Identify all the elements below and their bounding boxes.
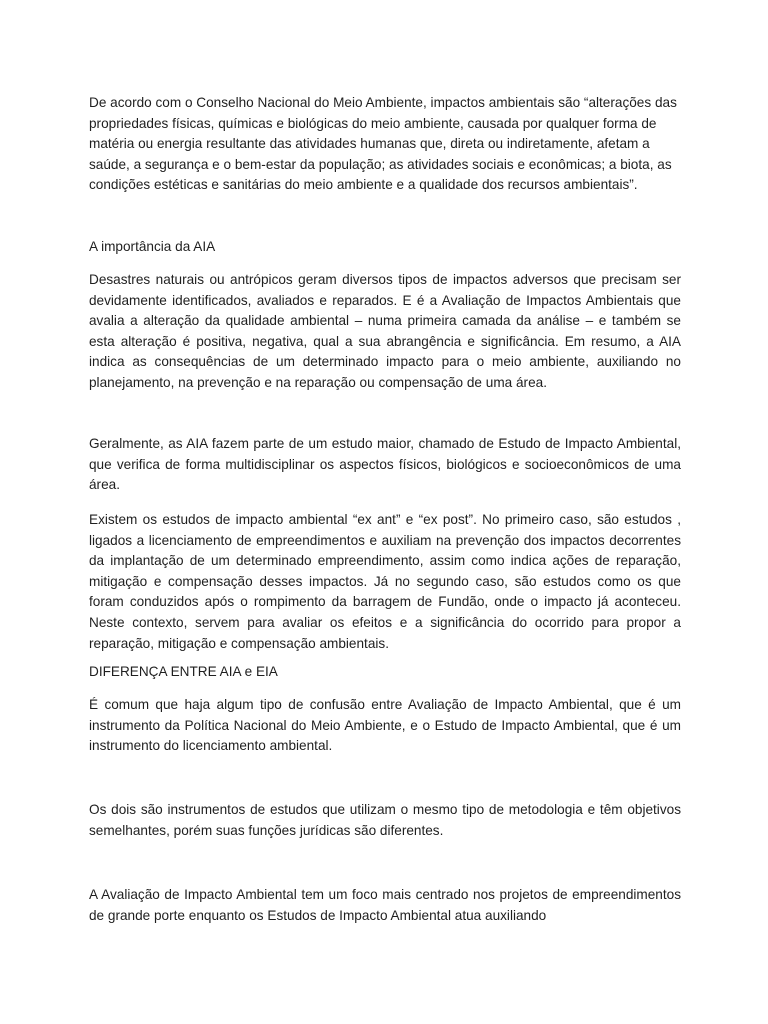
paragraph-ex-ante-ex-post: Existem os estudos de impacto ambiental “ex ant” e “ex post”. No primeiro caso, são estudos , ligados a licenciamento de empreendimentos e auxiliam na prevenção dos impactos decorrentes da implantação de um determinado empreendimento, assim como indica ações de reparação, mitigação e compensação desses impactos. Já no segundo caso, são estudos como os que foram conduzidos após o rompimento da barragem de Fundão, onde o impacto já aconteceu. Neste contexto, servem para avaliar os efeitos e a significância do ocorrido para propor a reparação, mitigação e compensação ambientais. (89, 512, 681, 651)
paragraph-focus-difference: A Avaliação de Impacto Ambiental tem um foco mais centrado nos projetos de empreendimentos de grande porte enquanto os Estudos de Impacto Ambiental atua auxiliando (89, 887, 681, 923)
section-heading-importance: A importância da AIA (89, 239, 216, 254)
paragraph-importance: Desastres naturais ou antrópicos geram diversos tipos de impactos adversos que precisam ser devidamente identificados, avaliados e reparados. E é a Avaliação de Impactos Ambientais que avalia a alteração da qualidade ambiental – numa primeira camada da análise – e também se esta alteração é positiva, negativa, qual a sua abrangência e significância. Em resumo, a AIA indica as consequências de um determinado impacto para o meio ambiente, auxiliando no planejamento, na prevenção e na reparação ou compensação de uma área. (89, 272, 681, 390)
paragraph-conama-definition: De acordo com o Conselho Nacional do Meio Ambiente, impactos ambientais são “alterações das propriedades físicas, químicas e biológicas do meio ambiente, causada por qualquer forma de matéria ou energia resultante das atividades humanas que, direta ou indiretamente, afetam a saúde, a segurança e o bem-estar da população; as atividades sociais e econômicas; a biota, as condições estéticas e sanitárias do meio ambiente e a qualidade dos recursos ambientais”. (89, 95, 677, 193)
paragraph-eia-context: Geralmente, as AIA fazem parte de um estudo maior, chamado de Estudo de Impacto Ambiental, que verifica de forma multidisciplinar os aspectos físicos, biológicos e socioeconômicos de uma área. (89, 436, 681, 493)
section-heading-difference: DIFERENÇA ENTRE AIA e EIA (89, 664, 278, 679)
paragraph-same-methodology: Os dois são instrumentos de estudos que utilizam o mesmo tipo de metodologia e têm objetivos semelhantes, porém suas funções jurídicas são diferentes. (89, 802, 681, 838)
paragraph-confusion: É comum que haja algum tipo de confusão entre Avaliação de Impacto Ambiental, que é um instrumento da Política Nacional do Meio Ambiente, e o Estudo de Impacto Ambiental, que é um instrumento do licenciamento ambiental. (89, 697, 681, 754)
